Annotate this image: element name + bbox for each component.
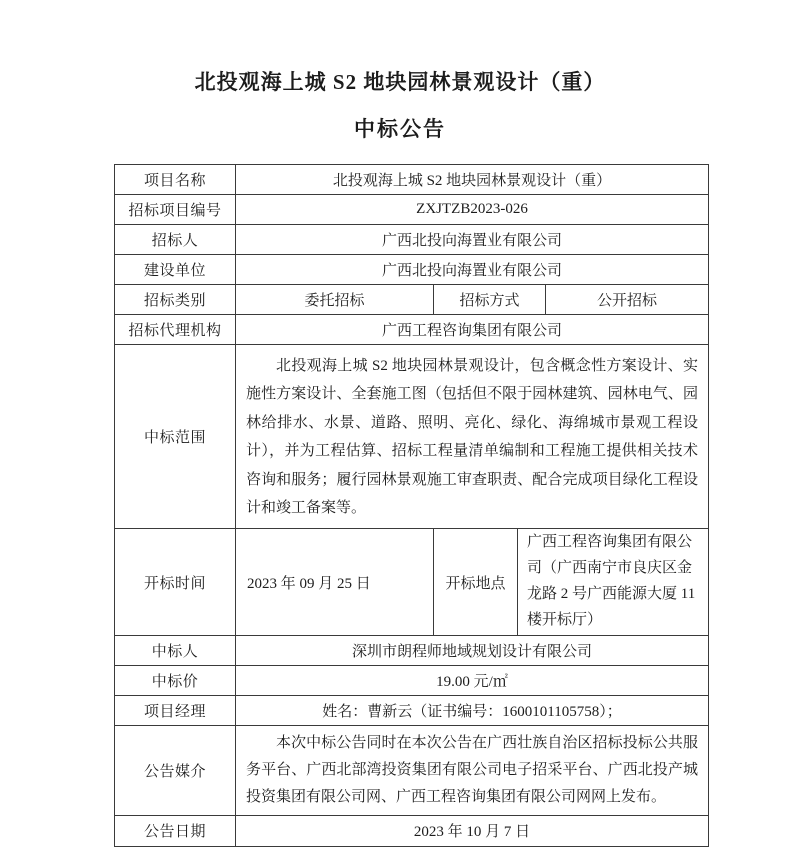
table-row-bid-opening — [115, 528, 708, 634]
row-label: 招标人 — [151, 233, 199, 249]
winner-value: 深圳市朗程师地域规划设计有限公司 — [235, 636, 708, 665]
row-label: 招标代理机构 — [128, 323, 222, 339]
announcement-media-value: 本次中标公告同时在本次公告在广西壮族自治区招标投标公共服务平台、广西北部湾投资集团有限公司电子招采平台、广西北投产城投资集团有限公司网、广西工程咨询集团有限公司网网上发布。 — [235, 726, 708, 815]
table-row-tender-number — [115, 194, 708, 224]
award-scope-value: 北投观海上城 S2 地块园林景观设计，包含概念性方案设计、实施性方案设计、全套施工图（包括但不限于园林建筑、园林电气、园林给排水、水景、道路、照明、亮化、绿化、海绵城市景观工程设计），并为工程估算、招标工程量清单编制和工程施工提供相关技术咨询和服务；履行园林景观施工审查职责、配合完成项目绿化工程设计和竣工备案等。 — [235, 345, 708, 528]
project-manager-value: 姓名：曹新云（证书编号：1600101105758）； — [235, 696, 708, 725]
table-row-announcement-date — [115, 815, 708, 846]
announcement-table — [114, 164, 709, 847]
table-row-construction-unit — [115, 254, 708, 284]
table-row-announcement-media — [115, 725, 708, 815]
construction-unit-value: 广西北投向海置业有限公司 — [235, 255, 708, 284]
table-row-tender-agency — [115, 314, 708, 344]
tender-agency-value: 广西工程咨询集团有限公司 — [235, 315, 708, 344]
row-label: 招标项目编号 — [128, 203, 222, 219]
table-row-project-manager — [115, 695, 708, 725]
award-price-value: 19.00 元/㎡ — [235, 666, 708, 695]
project-name-value: 北投观海上城 S2 地块园林景观设计（重） — [235, 165, 708, 194]
row-label: 招标类别 — [143, 293, 206, 309]
bid-opening-place-value — [517, 529, 708, 634]
page-title-line1: 北投观海上城 S2 地块园林景观设计（重） — [194, 70, 606, 94]
page-title-line2: 中标公告 — [354, 117, 446, 141]
row-label: 项目经理 — [143, 703, 206, 720]
table-row-award-scope — [115, 344, 708, 528]
table-row-project-name — [115, 165, 708, 194]
row-label: 中标价 — [151, 673, 199, 690]
table-row-tender-category — [115, 284, 708, 314]
row-label: 中标范围 — [143, 430, 206, 447]
table-row-tenderer — [115, 224, 708, 254]
announcement-date-value: 2023 年 10 月 7 日 — [235, 816, 708, 846]
table-row-winner — [115, 635, 708, 665]
tender-number-value: ZXJTZB2023-026 — [235, 195, 708, 224]
tender-method-value: 公开招标 — [545, 285, 708, 314]
document-title — [0, 0, 800, 143]
row-label: 公告日期 — [143, 824, 206, 841]
row-label: 中标人 — [151, 643, 199, 660]
row-label: 项目名称 — [143, 173, 206, 189]
tenderer-value: 广西北投向海置业有限公司 — [235, 225, 708, 254]
table-row-award-price — [115, 665, 708, 695]
bid-opening-place-label: 开标地点 — [433, 529, 517, 634]
bid-opening-place-text: 广西工程咨询集团有限公司（广西南宁市良庆区金龙路 2 号广西能源大厦 11 楼开标厅） — [527, 534, 696, 628]
bid-opening-time-value: 2023 年 09 月 25 日 — [235, 529, 433, 634]
row-label: 公告媒介 — [143, 763, 206, 780]
tender-method-label: 招标方式 — [433, 285, 545, 314]
row-label: 开标时间 — [143, 575, 206, 592]
tender-category-value: 委托招标 — [235, 285, 433, 314]
row-label: 建设单位 — [143, 263, 206, 279]
